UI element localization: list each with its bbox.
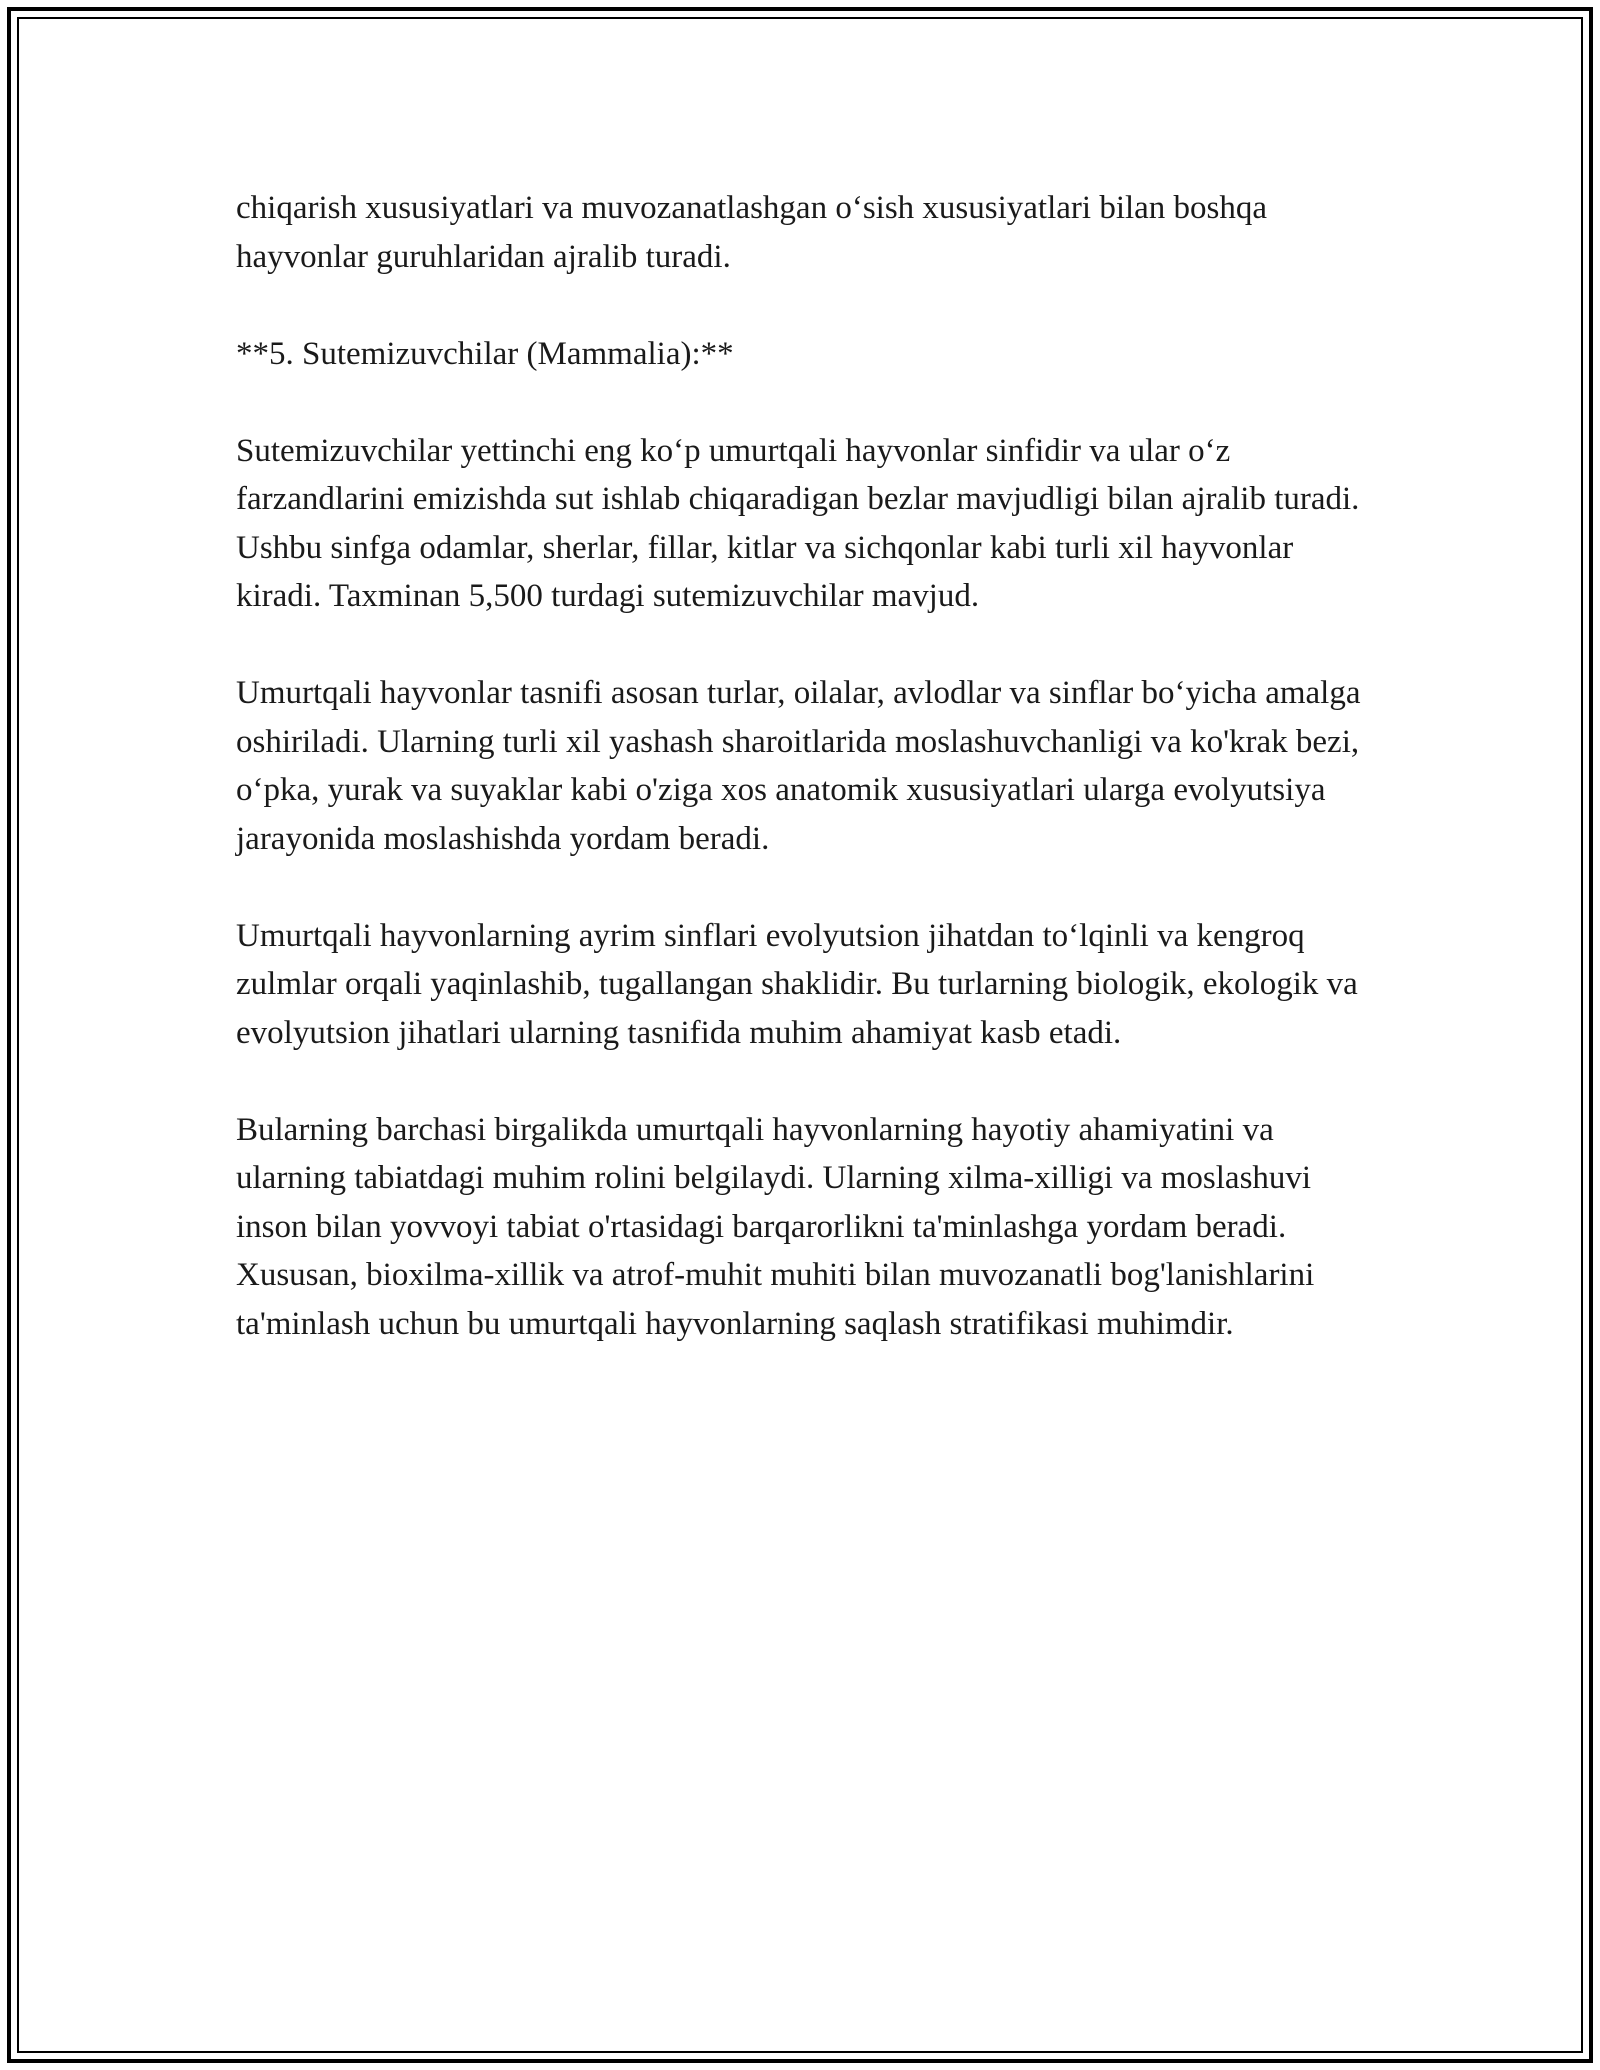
document-body [236,184,1366,1397]
paragraph-evolution: Umurtqali hayvonlarning ayrim sinflari evolyutsion jihatdan to‘lqinli va kengroq zulmlar orqali yaqinlashib, tugallangan shaklidir. Bu turlarning biologik, ekologik va evolyutsion jihatlari ularning tasnifida muhim ahamiyat kasb etadi. [236,917,1358,1051]
paragraph-classification: Umurtqali hayvonlar tasnifi asosan turlar, oilalar, avlodlar va sinflar bo‘yicha amalga oshiriladi. Ularning turli xil yashash sharoitlarida moslashuvchanligi va ko'krak bezi, o‘pka, yurak va suyaklar kabi o'ziga xos anatomik xususiyatlari ularga evolyutsiya jarayonida moslashishda yordam beradi. [236,675,1361,857]
paragraph-mammals: Sutemizuvchilar yettinchi eng ko‘p umurtqali hayvonlar sinfidir va ular o‘z farzandlarini emizishda sut ishlab chiqaradigan bezlar mavjudligi bilan ajralib turadi. Ushbu sinfga odamlar, sherlar, fillar, kitlar va sichqonlar kabi turli xil hayvonlar kiradi. Taxminan 5,500 turdagi sutemizuvchilar mavjud. [236,432,1360,614]
paragraph-continuation: chiqarish xususiyatlari va muvozanatlashgan o‘sish xususiyatlari bilan boshqa hayvonlar guruhlaridan ajralib turadi. [236,190,1268,275]
paragraph-conclusion: Bularning barchasi birgalikda umurtqali hayvonlarning hayotiy ahamiyatini va ularning tabiatdagi muhim rolini belgilaydi. Ularning xilma-xilligi va moslashuvi inson bilan yovvoyi tabiat o'rtasidagi barqarorlikni ta'minlashga yordam beradi. Xususan, bioxilma-xillik va atrof-muhit muhiti bilan muvozanatli bog'lanishlarini ta'minlash uchun bu umurtqali hayvonlarning saqlash stratifikasi muhimdir. [236,1111,1315,1342]
section-heading-mammalia: **5. Sutemizuvchilar (Mammalia):** [236,335,734,372]
